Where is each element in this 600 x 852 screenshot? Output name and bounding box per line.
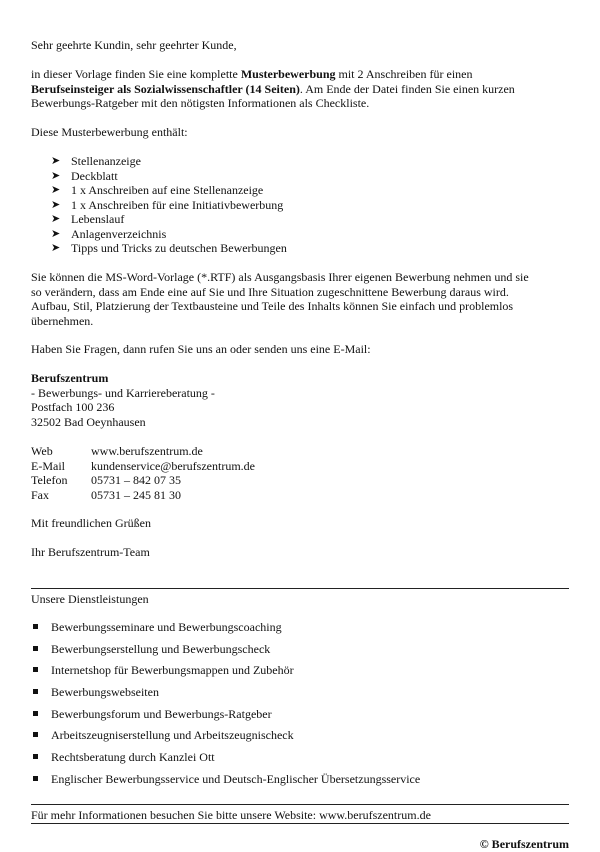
list-item: Englischer Bewerbungsservice und Deutsch-Englischer Übersetzungsservice: [31, 772, 571, 794]
intro-paragraph: [31, 67, 571, 111]
intro-text-2: mit 2 Anschreiben für einen: [335, 67, 473, 81]
questions-line: Haben Sie Fragen, dann rufen Sie uns an oder senden uns eine E-Mail:: [31, 342, 371, 356]
section-divider: [31, 804, 569, 805]
intro-line-3: Bewerbungs-Ratgeber mit den nötigsten Informationen als Checkliste.: [31, 96, 370, 110]
square-bullet-icon: [33, 646, 38, 651]
phone-value: 05731 – 842 07 35: [91, 473, 181, 487]
contact-row-email: E-Mail kundenservice@berufszentrum.de: [31, 458, 255, 473]
contact-row-fax: Fax 05731 – 245 81 30: [31, 487, 181, 502]
square-bullet-icon: [33, 754, 38, 759]
list-item: ➤ Lebenslauf: [51, 212, 125, 226]
contents-heading: Diese Musterbewerbung enthält:: [31, 125, 188, 139]
list-item: Bewerbungsseminare und Bewerbungscoaching: [31, 620, 571, 642]
list-item: ➤ Anlagenverzeichnis: [51, 226, 167, 241]
arrow-bullet-icon: ➤: [51, 227, 61, 240]
email-link[interactable]: kundenservice@berufszentrum.de: [91, 458, 255, 473]
contact-row-phone: Telefon 05731 – 842 07 35: [31, 473, 181, 487]
usage-line: Sie können die MS-Word-Vorlage (*.RTF) als Ausgangsbasis Ihrer eigenen Bewerbung nehmen und sie: [31, 270, 529, 284]
arrow-bullet-icon: ➤: [51, 155, 61, 167]
intro-bold-musterbewerbung: Musterbewerbung: [240, 67, 336, 81]
contact-table: [31, 444, 255, 502]
arrow-bullet-icon: ➤: [51, 184, 61, 196]
intro-text-1: in dieser Vorlage finden Sie eine komplette: [31, 67, 241, 81]
company-tagline: - Bewerbungs- und Karriereberatung -: [31, 385, 215, 400]
list-item: Arbeitszeugniserstellung und Arbeitszeugnischeck: [31, 728, 571, 750]
list-item: ➤ Deckblatt: [51, 168, 118, 183]
list-item: ➤ 1 x Anschreiben auf eine Stellenanzeige: [51, 183, 264, 197]
footer-divider: [31, 823, 569, 824]
list-item: ➤ 1 x Anschreiben für eine Initiativbewerbung: [51, 197, 284, 212]
website-link[interactable]: www.berufszentrum.de: [91, 444, 203, 458]
intro-text-3: . Am Ende der Datei finden Sie einen kurzen: [299, 81, 515, 96]
square-bullet-icon: [33, 667, 38, 672]
signature-line: Ihr Berufszentrum-Team: [31, 545, 150, 559]
arrow-bullet-icon: ➤: [51, 169, 61, 182]
usage-paragraph: [31, 270, 571, 328]
list-item: ➤ Tipps und Tricks zu deutschen Bewerbungen: [51, 241, 287, 255]
company-city: 32502 Bad Oeynhausen: [31, 414, 146, 429]
list-item: ➤ Stellenanzeige: [51, 154, 141, 168]
company-address: [31, 371, 215, 429]
usage-line: so verändern, dass am Ende eine auf Sie und Ihre Situation zugeschnittene Bewerbung daraus wird.: [31, 284, 509, 299]
services-list: [31, 620, 571, 794]
company-postbox: Postfach 100 236: [31, 400, 115, 414]
square-bullet-icon: [33, 732, 38, 737]
copyright: © Berufszentrum: [479, 837, 569, 851]
fax-value: 05731 – 245 81 30: [91, 487, 181, 502]
list-item: Bewerbungserstellung und Bewerbungscheck: [31, 642, 571, 664]
list-item: Internetshop für Bewerbungsmappen und Zubehör: [31, 663, 571, 685]
arrow-bullet-icon: ➤: [51, 213, 61, 225]
square-bullet-icon: [33, 689, 38, 694]
list-item: Rechtsberatung durch Kanzlei Ott: [31, 750, 571, 772]
intro-bold-target-group: Berufseinsteiger als Sozialwissenschaftler (14 Seiten): [31, 81, 300, 96]
list-item: Bewerbungsforum und Bewerbungs-Ratgeber: [31, 707, 571, 729]
square-bullet-icon: [33, 624, 38, 629]
greeting: Sehr geehrte Kundin, sehr geehrter Kunde,: [31, 38, 237, 52]
list-item: Bewerbungswebseiten: [31, 685, 571, 707]
square-bullet-icon: [33, 776, 38, 781]
services-heading: Unsere Dienstleistungen: [31, 592, 149, 606]
company-name: Berufszentrum: [31, 371, 109, 385]
arrow-bullet-icon: ➤: [51, 198, 61, 211]
closing-line: Mit freundlichen Grüßen: [31, 516, 151, 530]
square-bullet-icon: [33, 711, 38, 716]
contents-list: [31, 154, 571, 256]
contact-row-web: Web www.berufszentrum.de: [31, 444, 203, 458]
usage-line: Aufbau, Stil, Platzierung der Textbausteine und Teile des Inhalts können Sie einfach und problemlos: [31, 299, 514, 313]
footer-info: Für mehr Informationen besuchen Sie bitte unsere Website: www.berufszentrum.de: [31, 808, 431, 822]
section-divider: [31, 588, 569, 589]
arrow-bullet-icon: ➤: [51, 242, 61, 254]
usage-line: übernehmen.: [31, 313, 94, 328]
